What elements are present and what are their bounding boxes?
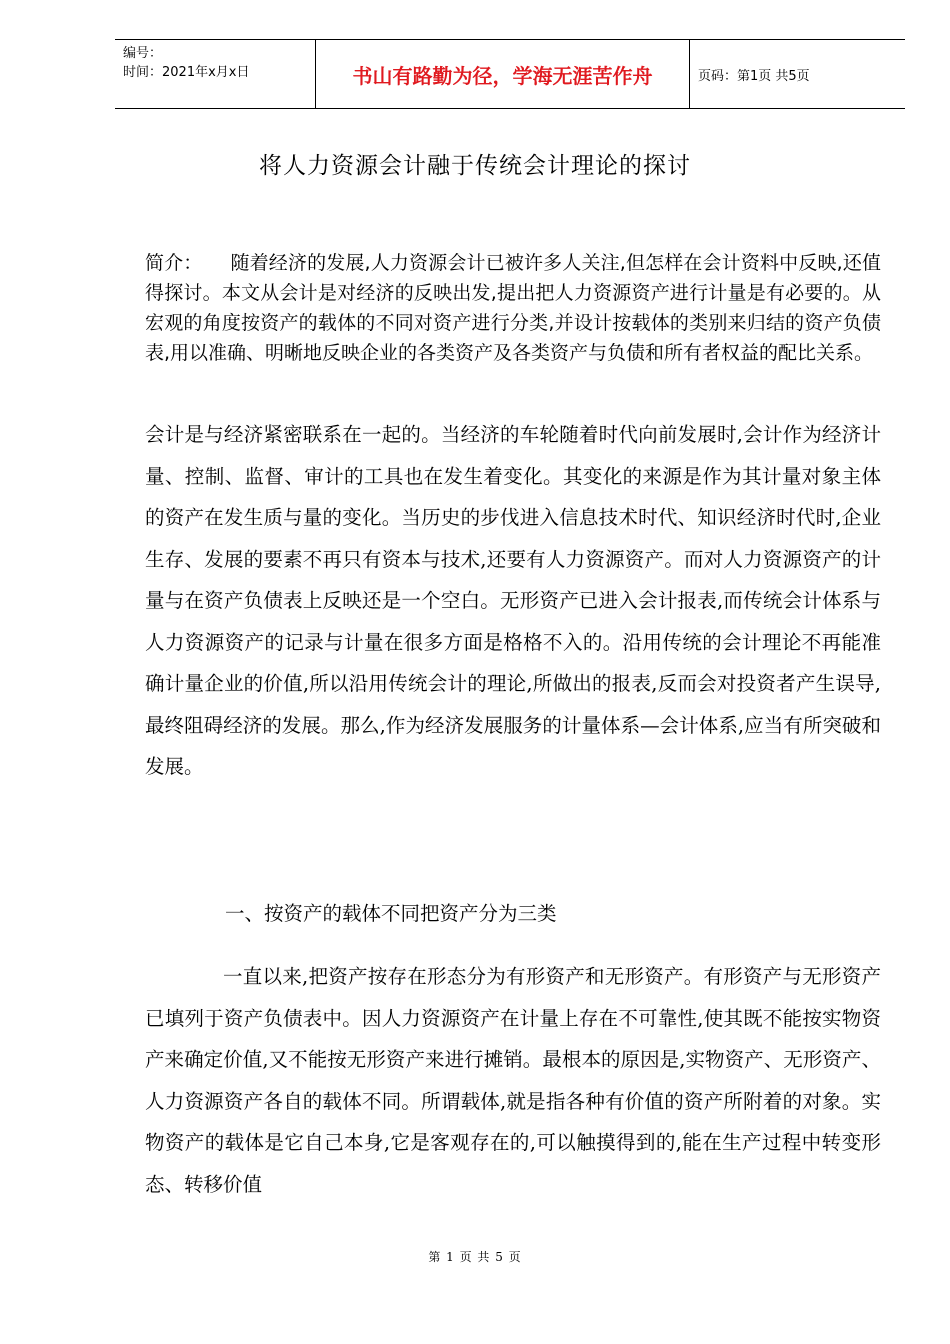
abstract-text: 随着经济的发展,人力资源会计已被许多人关注,但怎样在会计资料中反映,还值得探讨。本文从会计是对经济的反映出发,提出把人力资源资产进行计量是有必要的。从宏观的角度按资产的载体的不同对资产进行分类,并设计按载体的类别来归结的资产负债表,用以准确、明晰地反映企业的各类资产及各类资产与负债和所有者权益的配比关系。 [145,252,881,364]
abstract-label: 简介： [145,252,203,274]
page-footer: 第 1 页 共 5 页 [428,1250,522,1264]
code-label: 编号： [123,46,163,61]
header-motto: 书山有路勤为径，学海无涯苦作舟 [315,40,690,108]
header-page-label: 页码：第1页 共5页 [698,68,810,84]
page-header [115,39,905,109]
paragraph-2: 一直以来,把资产按存在形态分为有形资产和无形资产。有形资产与无形资产已填列于资产负债表中。因人力资源资产在计量上存在不可靠性,使其既不能按实物资产来确定价值,又不能按无形资产来进行摊销。最根本的原因是,实物资产、无形资产、人力资源资产各自的载体不同。所谓载体,就是指各种有价值的资产所附着的对象。实物资产的载体是它自己本身,它是客观存在的,可以触摸得到的,能在生产过程中转变形态、转移价值 [145,965,881,1196]
document-title: 将人力资源会计融于传统会计理论的探讨 [259,153,691,179]
abstract [145,248,881,368]
header-meta [115,40,315,108]
paragraph-1: 会计是与经济紧密联系在一起的。当经济的车轮随着时代向前发展时,会计作为经济计量、控制、监督、审计的工具也在发生着变化。其变化的来源是作为其计量对象主体的资产在发生质与量的变化。当历史的步伐进入信息技术时代、知识经济时代时,企业生存、发展的要素不再只有资本与技术,还要有人力资源资产。而对人力资源资产的计量与在资产负债表上反映还是一个空白。无形资产已进入会计报表,而传统会计体系与人力资源资产的记录与计量在很多方面是格格不入的。沿用传统的会计理论不再能准确计量企业的价值,所以沿用传统会计的理论,所做出的报表,反而会对投资者产生误导,最终阻碍经济的发展。那么,作为经济发展服务的计量体系—会计体系,应当有所突破和发展。 [145,423,881,778]
time-label: 时间：2021年x月x日 [123,65,250,80]
section-heading-1: 一、按资产的载体不同把资产分为三类 [225,902,557,925]
